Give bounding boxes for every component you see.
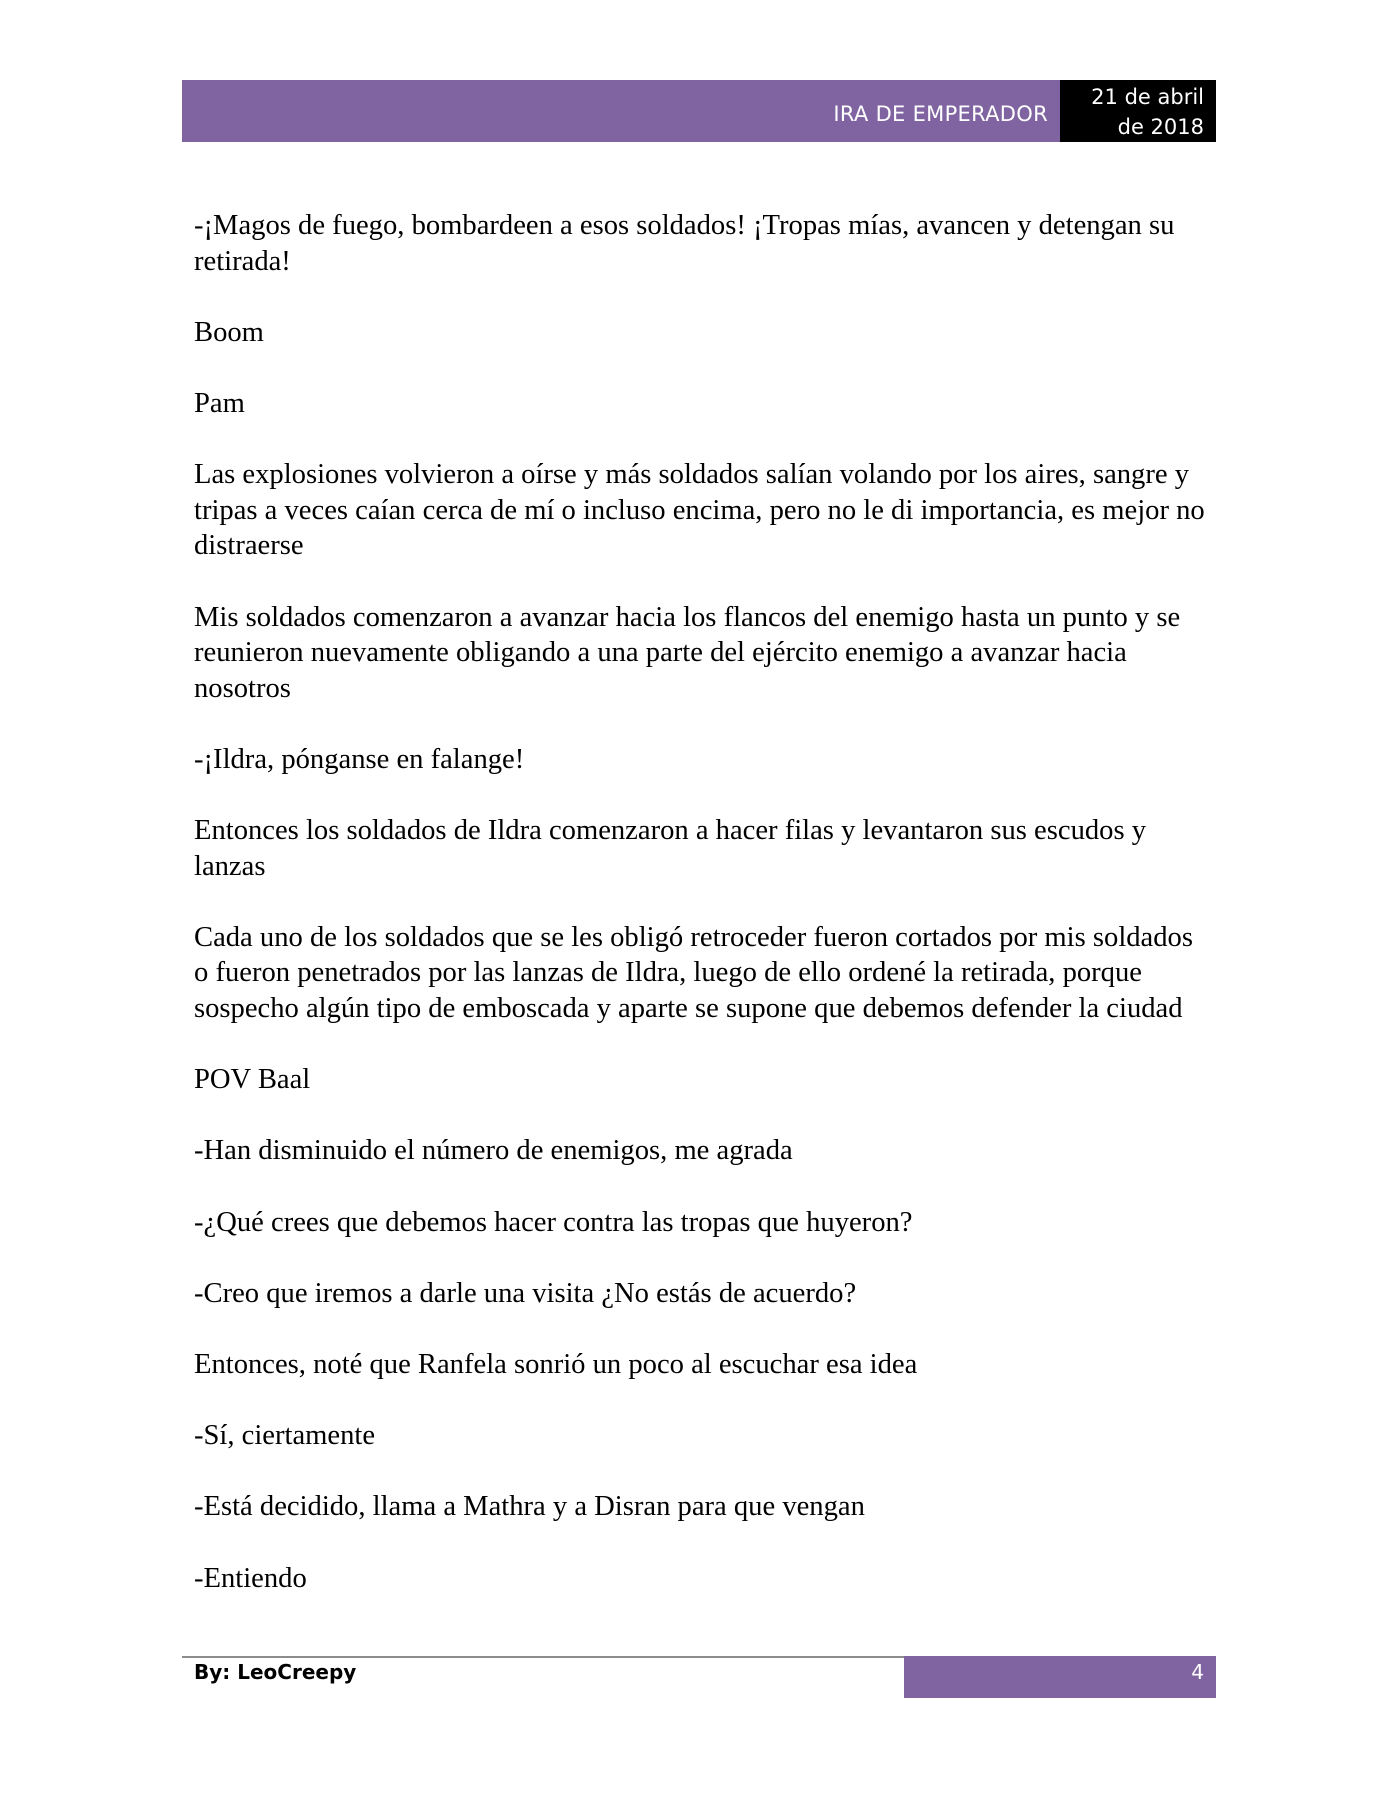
page-footer (182, 1656, 1216, 1698)
paragraph: -Creo que iremos a darle una visita ¿No estás de acuerdo? (194, 1277, 857, 1309)
header-date (1060, 80, 1216, 142)
paragraph: -Entiendo (194, 1562, 307, 1594)
paragraph: Pam (194, 387, 245, 419)
page-header (182, 80, 1216, 142)
paragraph: -¡Magos de fuego, bombardeen a esos soldados! ¡Tropas mías, avancen y detengan su retirada! (194, 210, 1175, 277)
footer-author: By: LeoCreepy (194, 1660, 357, 1684)
paragraph: Cada uno de los soldados que se les obligó retroceder fueron cortados por mis soldados o fueron penetrados por las lanzas de Ildra, luego de ello ordené la retirada, porque sospecho algún tipo de emboscada y aparte se supone que debemos defender la ciudad (194, 921, 1193, 1025)
header-band (182, 80, 1060, 142)
paragraph: Mis soldados comenzaron a avanzar hacia los flancos del enemigo hasta un punto y se reunieron nuevamente obligando a una parte del ejército enemigo a avanzar hacia nosotros (194, 601, 1181, 704)
paragraph: Entonces, noté que Ranfela sonrió un poco al escuchar esa idea (194, 1349, 918, 1380)
footer-rule (182, 1656, 904, 1658)
paragraph: -¿Qué crees que debemos hacer contra las tropas que huyeron? (194, 1206, 913, 1238)
page-body (194, 208, 1214, 1632)
paragraph: -Está decidido, llama a Mathra y a Disran para que vengan (194, 1491, 865, 1523)
date-line-2: de 2018 (1117, 115, 1204, 139)
paragraph: -Sí, ciertamente (194, 1420, 376, 1452)
page-number: 4 (1191, 1660, 1204, 1684)
paragraph: Entonces los soldados de Ildra comenzaron a hacer filas y levantaron sus escudos y lanzas (194, 815, 1147, 882)
paragraph: Las explosiones volvieron a oírse y más soldados salían volando por los aires, sangre y tripas a veces caían cerca de mí o incluso encima, pero no le di importancia, es mejor no distraerse (194, 459, 1205, 562)
paragraph: Boom (194, 316, 264, 348)
footer-band (904, 1656, 1216, 1698)
paragraph: POV Baal (194, 1064, 311, 1096)
document-title: IRA DE EMPERADOR (833, 102, 1048, 126)
paragraph: -¡Ildra, pónganse en falange! (194, 743, 525, 775)
paragraph: -Han disminuido el número de enemigos, me agrada (194, 1135, 793, 1167)
date-line-1: 21 de abril (1091, 85, 1204, 109)
